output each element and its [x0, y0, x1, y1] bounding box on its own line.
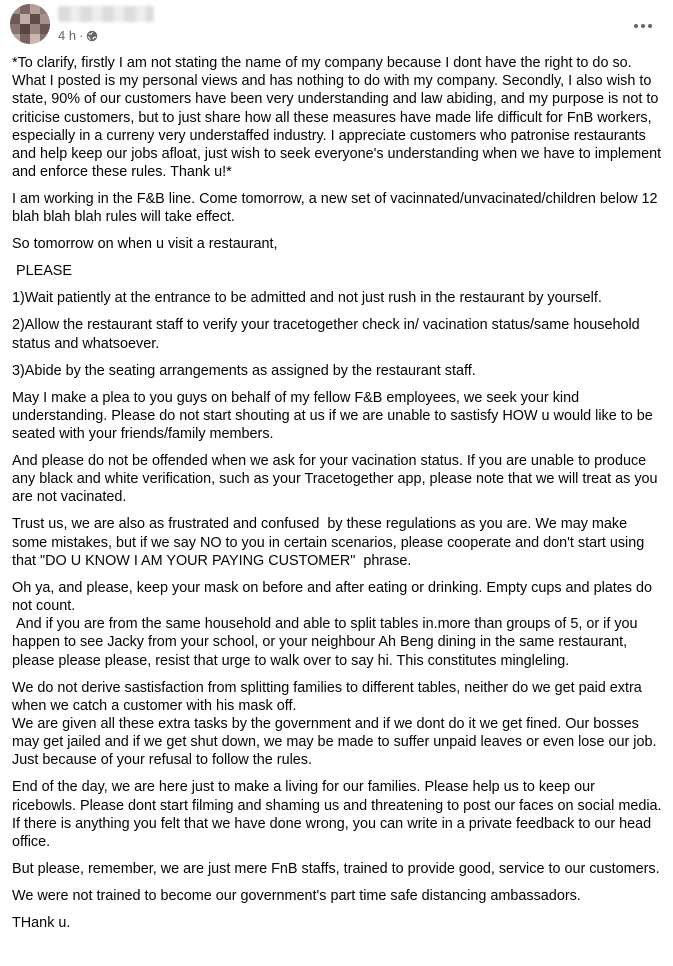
post-paragraph-thanks: THank u.: [12, 915, 71, 932]
post-paragraph-please: PLEASE: [12, 263, 72, 280]
post-paragraph-living: End of the day, we are here just to make a living for our families. Please help us to keep our ricebowls. Please dont start filming and shaming us and threatening to post our faces on social media. If there is anything you felt that we have done wrong, you can write in a private feedback to our head office.: [12, 779, 666, 851]
more-options-dot: [648, 24, 652, 28]
post-paragraph-rule-3: 3)Abide by the seating arrangements as assigned by the restaurant staff.: [12, 362, 476, 379]
post-text: [12, 54, 666, 941]
globe-icon[interactable]: [86, 30, 98, 42]
post-paragraph-rule-1: 1)Wait patiently at the entrance to be admitted and not just rush in the restaurant by yourself.: [12, 290, 602, 307]
post-paragraph-tables: We do not derive sastisfaction from splitting families to different tables, neither do we get paid extra when we catch a customer with his mask off. We are given all these extra tasks by the government and if we dont do it we get fined. Our bosses may get jailed and if we get shut down, we may be made to suffer unpaid leaves or even lose our job. Just because of your refusal to follow the rules.: [12, 679, 657, 769]
more-options-button[interactable]: [629, 12, 657, 40]
post-paragraph-intro: I am working in the F&B line. Come tomorrow, a new set of vacinnated/unvacinated/children below 12 blah blah blah rules will take effect.: [12, 191, 662, 226]
author-name-redacted[interactable]: [58, 6, 154, 22]
more-options-dot: [634, 24, 638, 28]
post-paragraph-plea: May I make a plea to you guys on behalf of my fellow F&B employees, we seek your kind understanding. Please do not start shouting at us if we are unable to sastisfy HOW u would like to be seated with your friends/family members.: [12, 389, 657, 443]
post-header: [0, 0, 673, 52]
post-paragraph-tomorrow: So tomorrow on when u visit a restaurant,: [12, 236, 278, 253]
post-paragraph-clarify: *To clarify, firstly I am not stating the name of my company because I dont have the right to do so. What I posted is my personal views and has nothing to do with my company. Secondly, I also wish to state, 90% of our customers have been very understanding and law abiding, and my purpose is not to criticise customers, but to just share how all these measures have made life difficult for FnB workers, especially in a curreny very understaffed industry. I appreciate customers who patronise restaurants and help keep our jobs afloat, just wish to seek everyone's understanding when we have to implement and enforce these rules. Thank u!*: [12, 55, 666, 181]
post-paragraph-vaccination: And please do not be offended when we ask for your vacination status. If you are unable to produce any black and white verification, such as your Tracetogether app, please note that we will treat as you are not vacinated.: [12, 453, 662, 506]
more-options-dot: [641, 24, 645, 28]
meta-separator: ·: [79, 28, 84, 43]
post-paragraph-mask: Oh ya, and please, keep your mask on before and after eating or drinking. Empty cups and plates do not count. And if you are from the same household and able to split tables in.more than groups of 5, or if you happen to see Jacky from your school, or your neighbour Ah Beng dining in the same restaurant, please please please, resist that urge to walk over to say hi. This constitutes mingleling.: [12, 579, 652, 669]
post-time[interactable]: 4 h: [58, 28, 77, 43]
avatar[interactable]: [10, 4, 50, 44]
post-paragraph-trust-us: Trust us, we are also as frustrated and confused by these regulations as you are. We may make some mistakes, but if we say NO to you in certain scenarios, please cooperate and don't start using that "DO U KNOW I AM YOUR PAYING CUSTOMER" phrase.: [12, 516, 649, 569]
post-meta: [58, 28, 98, 43]
post-paragraph-ambassadors: We were not trained to become our government's part time safe distancing ambassadors.: [12, 888, 581, 905]
post-paragraph-staffs: But please, remember, we are just mere FnB staffs, trained to provide good, service to our customers.: [12, 861, 660, 878]
post-paragraph-rule-2: 2)Allow the restaurant staff to verify your tracetogether check in/ vacination status/same household status and whatsoever.: [12, 317, 644, 352]
